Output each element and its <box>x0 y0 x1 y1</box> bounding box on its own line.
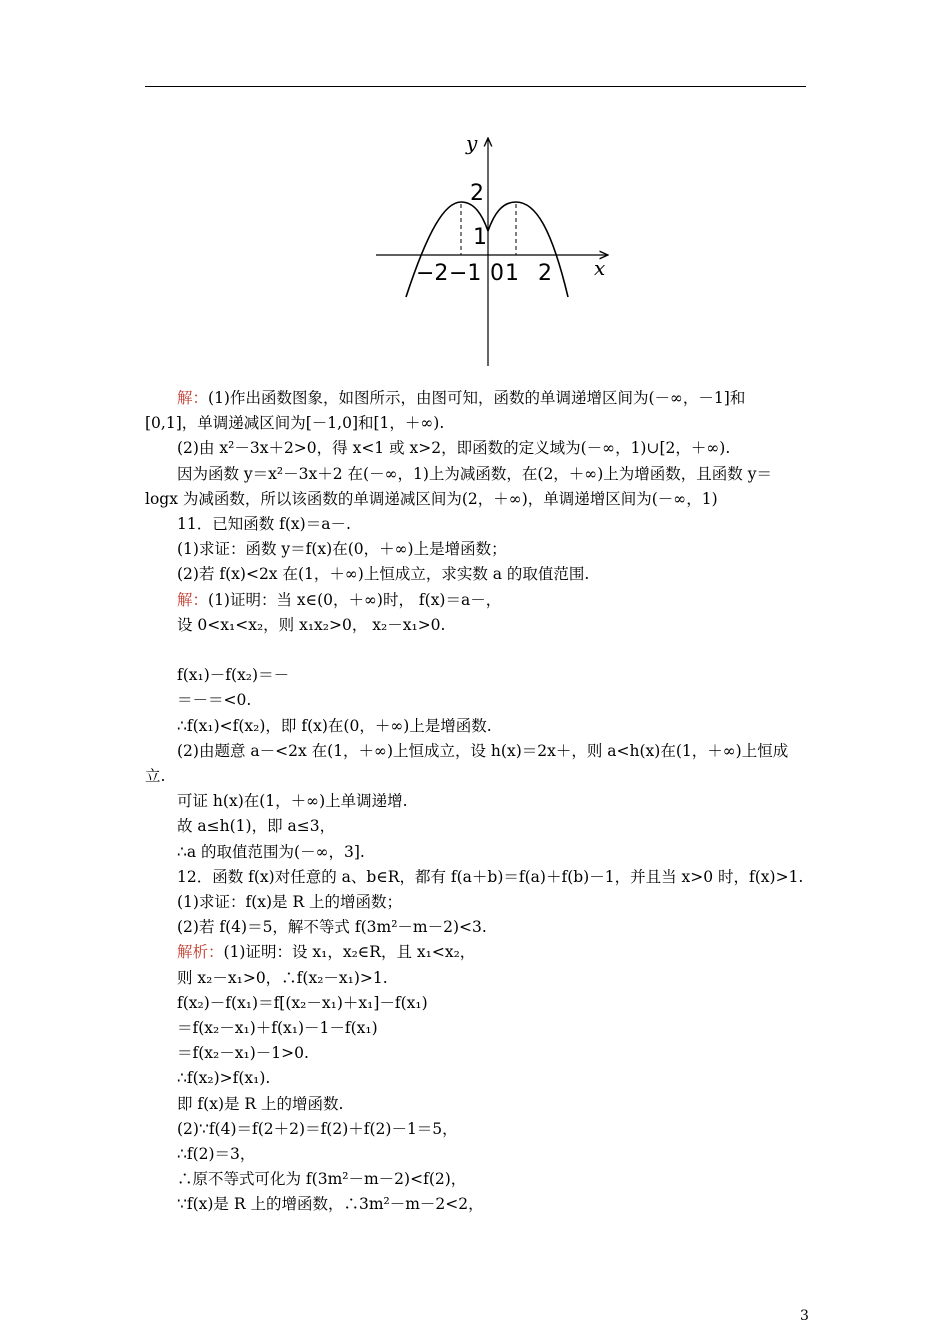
line-content: ∴原不等式可化为 f(3m²－m－2)<f(2)， <box>177 1170 467 1189</box>
line-content: 则 x₂－x₁>0，∴f(x₂－x₁)>1. <box>177 968 388 987</box>
line-content: ＝f(x₂－x₁)＋f(x₁)－1－f(x₁) <box>177 1019 378 1037</box>
line-content: ∴f(x₂)>f(x₁). <box>177 1069 271 1088</box>
text-line <box>177 688 251 713</box>
line-content: ∵f(x)是 R 上的增函数，∴3m²－m－2<2， <box>177 1195 484 1214</box>
text-line <box>177 915 487 940</box>
text-line <box>177 890 402 915</box>
text-line <box>145 411 444 436</box>
line-content: 因为函数 y＝x²－3x＋2 在(－∞，1)上为减函数，在(2，＋∞)上为增函数，且函数 y＝ <box>177 464 772 483</box>
text-line <box>177 1142 255 1167</box>
line-content: f(x₁)－f(x₂)＝－ <box>177 666 290 685</box>
text-line <box>145 764 165 789</box>
text-line <box>177 663 289 688</box>
line-content: (2)若 f(x)<2x 在(1，＋∞)上恒成立，求实数 a 的取值范围. <box>177 565 590 584</box>
line-content: (2)∵f(4)＝f(2＋2)＝f(2)＋f(2)－1＝5， <box>177 1119 458 1138</box>
text-line <box>177 436 730 461</box>
x-tick-label: 1 <box>505 261 519 286</box>
page-number: 3 <box>800 1308 809 1324</box>
text-line <box>177 865 803 890</box>
line-content: (1)求证：函数 y＝f(x)在(0，＋∞)上是增函数； <box>177 540 507 559</box>
line-content: 可证 h(x)在(1，＋∞)上单调递增. <box>177 792 408 811</box>
line-content: (1)求证：f(x)是 R 上的增函数； <box>177 893 403 911</box>
line-content: ∴f(2)＝3， <box>177 1145 256 1163</box>
text-line <box>145 487 718 512</box>
text-line <box>177 462 772 487</box>
text-line <box>177 814 335 839</box>
text-line <box>177 537 507 562</box>
line-content: ＝f(x₂－x₁)－1>0. <box>177 1044 309 1063</box>
line-content: ∴f(x₁)<f(x₂)，即 f(x)在(0，＋∞)上是增函数. <box>177 716 492 735</box>
line-content: f(x₂)－f(x₁)＝f[(x₂－x₁)＋x₁]－f(x₁) <box>177 993 428 1012</box>
text-line <box>177 386 745 411</box>
text-line <box>177 840 365 865</box>
line-content: (2)由 x²－3x＋2>0，得 x<1 或 x>2，即函数的定义域为(－∞，1)∪[2，＋∞). <box>177 439 731 458</box>
text-line <box>177 1092 343 1117</box>
function-graph <box>370 130 620 375</box>
line-content: (2)由题意 a－<2x 在(1，＋∞)上恒成立，设 h(x)＝2x＋，则 a<h(x)在(1，＋∞)上恒成 <box>177 741 789 760</box>
text-line <box>177 1066 270 1091</box>
line-content: 11．已知函数 f(x)＝a－. <box>177 515 351 533</box>
text-line <box>177 562 589 587</box>
text-line <box>177 1016 378 1041</box>
y-intercept-label: 1 <box>473 225 487 250</box>
x-tick-label: −2 <box>416 261 449 286</box>
x-axis-label: x <box>594 256 606 280</box>
x-tick-label: −1 <box>449 261 482 286</box>
answer-label: 解： <box>177 590 209 609</box>
text-line <box>177 613 445 638</box>
line-content: (2)若 f(4)＝5，解不等式 f(3m²－m－2)<3. <box>177 918 487 937</box>
header-rule <box>145 86 806 87</box>
text-line <box>177 512 351 537</box>
line-content: [0,1]，单调递减区间为[－1,0]和[1，＋∞). <box>145 414 445 433</box>
line-content: (1)证明：当 x∈(0，＋∞)时， f(x)＝a－， <box>208 590 502 609</box>
line-content: 立. <box>145 767 166 785</box>
line-content: (1)作出函数图象，如图所示，由图可知，函数的单调递增区间为(－∞，－1]和 <box>208 389 746 407</box>
text-line <box>177 991 428 1016</box>
line-content: 设 0<x₁<x₂，则 x₁x₂>0， x₂－x₁>0. <box>177 615 446 634</box>
text-line <box>177 1117 458 1142</box>
text-line <box>177 1192 484 1217</box>
line-content: 故 a≤h(1)，即 a≤3， <box>177 817 336 836</box>
text-line <box>177 1041 309 1066</box>
text-line <box>177 789 408 814</box>
text-line <box>177 739 788 764</box>
text-line <box>177 966 388 991</box>
text-line <box>177 714 492 739</box>
line-content: 即 f(x)是 R 上的增函数. <box>177 1094 344 1113</box>
y-axis-label: y <box>466 131 478 155</box>
line-content: ∴a 的取值范围为(－∞，3]. <box>177 842 365 861</box>
x-tick-label: 0 <box>490 261 504 286</box>
answer-label: 解： <box>177 389 209 407</box>
line-content: ＝－＝<0. <box>177 691 252 710</box>
text-line <box>177 940 475 965</box>
x-tick-label: 2 <box>538 261 552 286</box>
line-content: (1)证明：设 x₁，x₂∈R，且 x₁<x₂， <box>223 943 476 962</box>
answer-label: 解析： <box>177 943 224 962</box>
text-line <box>177 588 501 613</box>
text-line <box>177 1167 466 1192</box>
line-content: 12．函数 f(x)对任意的 a、b∈R，都有 f(a＋b)＝f(a)＋f(b)－1，并且当 x>0 时，f(x)>1. <box>177 867 804 886</box>
peak-value-label: 2 <box>470 181 484 206</box>
line-content: logx 为减函数，所以该函数的单调递减区间为(2，＋∞)，单调递增区间为(－∞，1) <box>145 489 718 508</box>
